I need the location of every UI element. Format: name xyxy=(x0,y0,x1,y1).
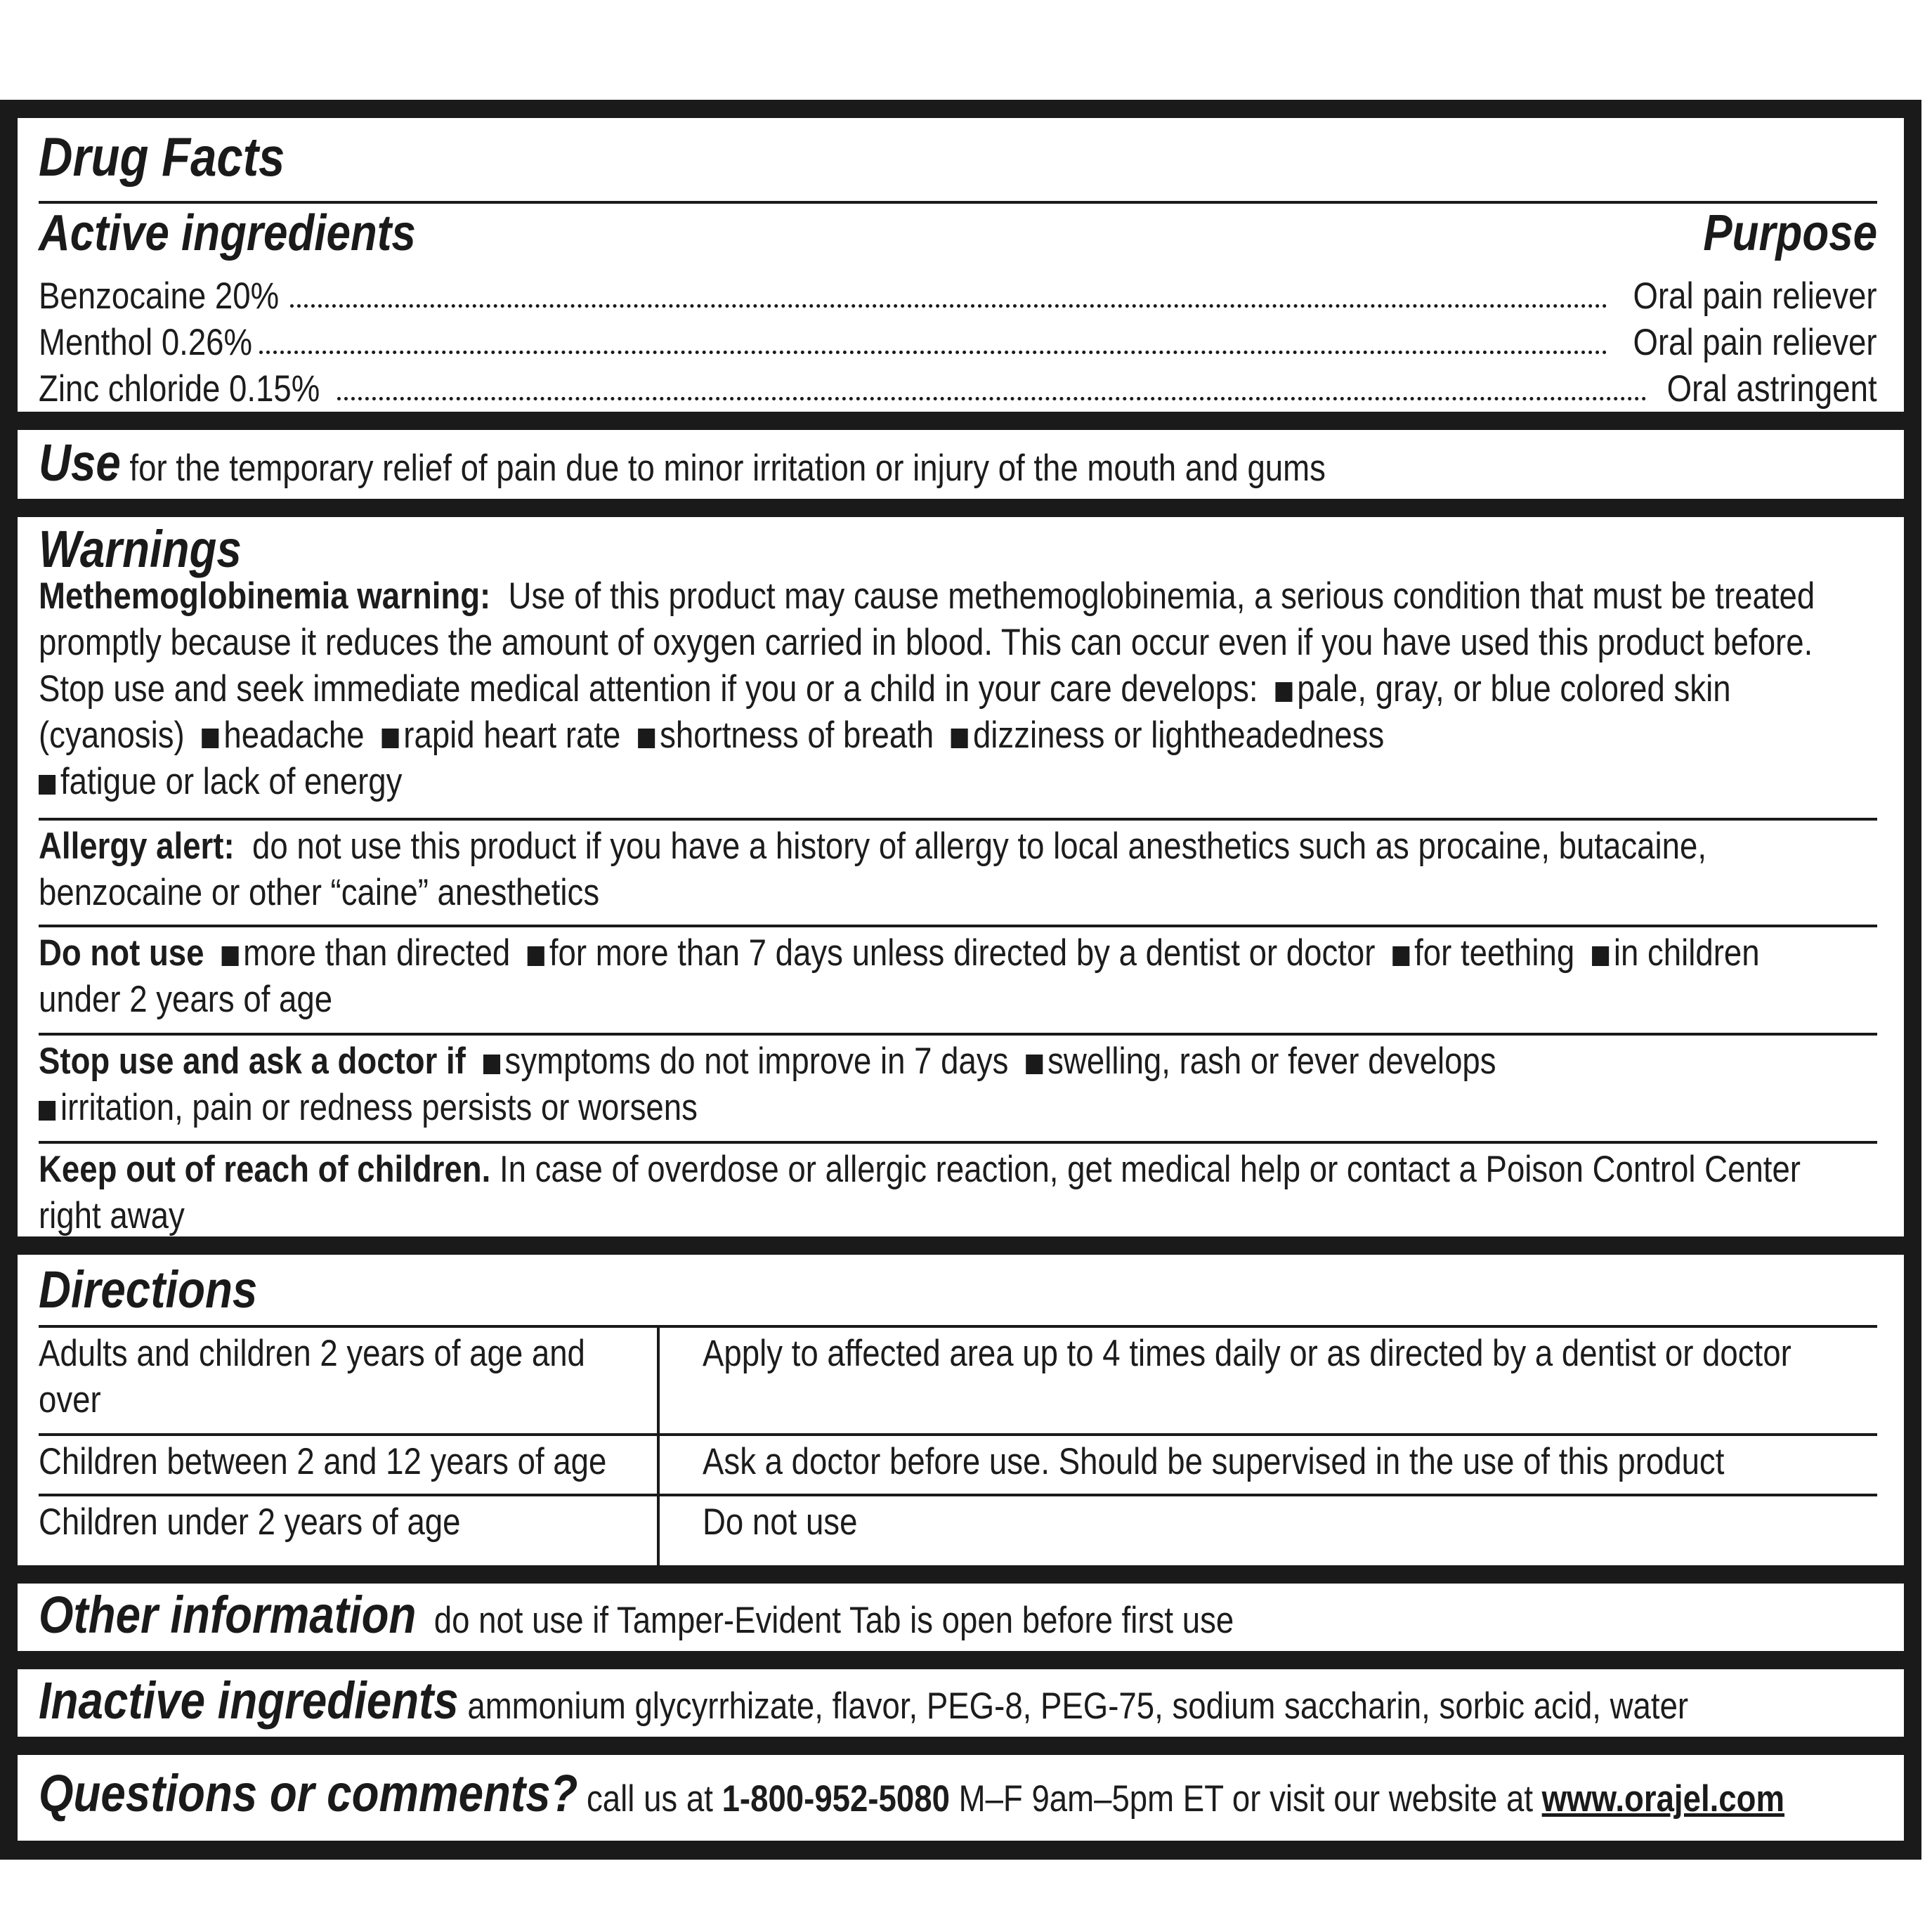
directions-what: Ask a doctor before use. Should be supervised in the use of this product xyxy=(703,1441,1725,1482)
do-not-use xyxy=(39,930,1839,1023)
leader-dots xyxy=(290,304,1608,308)
bullet-square-icon xyxy=(202,729,218,748)
other-information-box xyxy=(18,1584,1904,1651)
questions-heading: Questions or comments? xyxy=(39,1764,578,1822)
ingredient-row xyxy=(39,318,1877,364)
stop-use xyxy=(39,1038,1839,1131)
bullet-square-icon xyxy=(221,946,238,966)
use-line xyxy=(39,433,1839,492)
ingredient-purpose: Oral pain reliever xyxy=(1633,275,1877,317)
bullet-square-icon xyxy=(381,729,398,748)
website-link[interactable]: www.orajel.com xyxy=(1541,1778,1784,1820)
bullet-square-icon xyxy=(483,1055,500,1074)
use-box xyxy=(18,430,1904,499)
ingredient-purpose: Oral pain reliever xyxy=(1633,322,1877,363)
other-information-heading: Other information xyxy=(39,1586,417,1644)
warnings-heading: Warnings xyxy=(39,520,242,578)
use-text: for the temporary relief of pain due to minor irritation or injury of the mouth and gums xyxy=(129,448,1326,489)
directions-heading: Directions xyxy=(39,1260,258,1319)
bullet-square-icon xyxy=(1026,1055,1043,1074)
inactive-ingredients-text: ammonium glycyrrhizate, flavor, PEG-8, PEG-75, sodium saccharin, sorbic acid, water xyxy=(467,1685,1689,1727)
symptom-item: pale, gray, or blue colored skin (cyanosis) xyxy=(39,668,1731,756)
keep-out-of-reach xyxy=(39,1147,1839,1239)
active-ingredients-heading: Active ingredients xyxy=(39,205,416,261)
warnings-box xyxy=(18,517,1904,1236)
symptom-item: shortness of breath xyxy=(660,714,934,756)
do-not-use-item: in children under 2 years of age xyxy=(39,932,1760,1020)
ingredient-name: Benzocaine 20% xyxy=(39,275,280,317)
allergy-alert xyxy=(39,823,1839,916)
methemoglobinemia-text: Use of this product may cause methemoglobinemia, a serious condition that must be treated promptly because it reduces the amount of oxygen carried in blood. This can occur even if you have used this product before. Stop use and seek immediate medical attention if you or a child in your care develops: xyxy=(39,575,1815,710)
bullet-square-icon xyxy=(39,1101,56,1121)
keep-out-label: Keep out of reach of children. xyxy=(39,1149,491,1190)
purpose-heading: Purpose xyxy=(1703,205,1877,261)
questions-line xyxy=(39,1764,1839,1822)
allergy-label: Allergy alert: xyxy=(39,825,235,867)
warnings-divider xyxy=(39,818,1877,821)
symptom-item: headache xyxy=(223,714,365,756)
drug-facts-title: Drug Facts xyxy=(39,126,285,188)
leader-dots xyxy=(337,397,1647,400)
bullet-square-icon xyxy=(528,946,544,966)
ingredient-row xyxy=(39,364,1877,410)
active-ingredients-box xyxy=(18,118,1904,412)
stop-use-item: irritation, pain or redness persists or worsens xyxy=(60,1087,698,1128)
stop-use-label: Stop use and ask a doctor if xyxy=(39,1040,466,1082)
symptom-item: fatigue or lack of energy xyxy=(60,761,403,802)
questions-pre: call us at xyxy=(587,1778,713,1820)
do-not-use-item: for teething xyxy=(1414,932,1575,974)
stop-use-item: symptoms do not improve in 7 days xyxy=(504,1040,1009,1082)
warnings-divider xyxy=(39,1033,1877,1036)
symptom-item: dizziness or lightheadedness xyxy=(972,714,1385,756)
do-not-use-item: for more than 7 days unless directed by a dentist or doctor xyxy=(549,932,1376,974)
bullet-square-icon xyxy=(1275,682,1292,702)
warnings-divider xyxy=(39,1141,1877,1144)
methemoglobinemia-warning xyxy=(39,573,1839,805)
do-not-use-item: more than directed xyxy=(243,932,511,974)
directions-box xyxy=(18,1255,1904,1565)
use-heading: Use xyxy=(39,433,121,492)
methemoglobinemia-label: Methemoglobinemia warning: xyxy=(39,575,491,617)
other-information-line xyxy=(39,1586,1839,1644)
directions-who: Children under 2 years of age xyxy=(39,1501,461,1543)
phone-number: 1-800-952-5080 xyxy=(722,1778,950,1820)
questions-box xyxy=(18,1755,1904,1841)
table-row xyxy=(39,1496,1877,1564)
ingredient-row xyxy=(39,271,1877,318)
bullet-square-icon xyxy=(1392,946,1409,966)
inactive-ingredients-line xyxy=(39,1671,1839,1730)
stop-use-item: swelling, rash or fever develops xyxy=(1047,1040,1496,1082)
leader-dots xyxy=(259,351,1608,354)
directions-who: Children between 2 and 12 years of age xyxy=(39,1441,607,1482)
allergy-text: do not use this product if you have a history of allergy to local anesthetics such as procaine, butacaine, benzocaine or other “caine” anesthetics xyxy=(39,825,1707,913)
symptom-item: rapid heart rate xyxy=(403,714,621,756)
directions-who: Adults and children 2 years of age and over xyxy=(39,1333,585,1421)
other-information-text: do not use if Tamper-Evident Tab is open before first use xyxy=(433,1600,1234,1641)
bullet-square-icon xyxy=(1592,946,1609,966)
bullet-square-icon xyxy=(951,729,968,748)
bullet-square-icon xyxy=(638,729,655,748)
inactive-ingredients-box xyxy=(18,1669,1904,1737)
directions-what: Apply to affected area up to 4 times daily or as directed by a dentist or doctor xyxy=(703,1333,1791,1374)
inactive-ingredients-heading: Inactive ingredients xyxy=(39,1671,459,1730)
table-row xyxy=(39,1328,1877,1433)
warnings-divider xyxy=(39,925,1877,927)
ingredient-purpose: Oral astringent xyxy=(1667,368,1877,410)
keep-out-text: In case of overdose or allergic reaction, get medical help or contact a Poison Control Center right away xyxy=(39,1149,1801,1236)
ingredient-name: Zinc chloride 0.15% xyxy=(39,368,320,410)
do-not-use-label: Do not use xyxy=(39,932,204,974)
bullet-square-icon xyxy=(39,775,56,795)
ingredient-name: Menthol 0.26% xyxy=(39,322,253,363)
directions-what: Do not use xyxy=(703,1501,858,1543)
questions-hours: M–F 9am–5pm ET or visit our website at xyxy=(958,1778,1533,1820)
table-row xyxy=(39,1436,1877,1494)
